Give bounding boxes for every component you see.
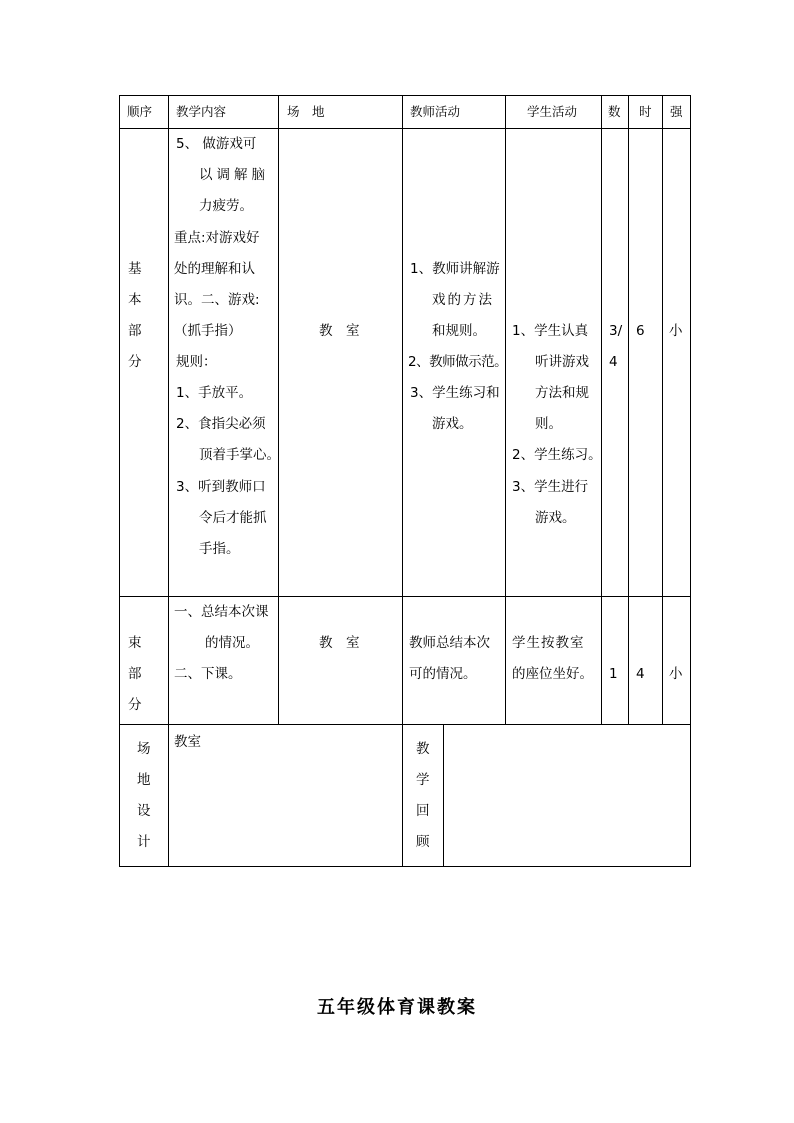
- section-label-char: 部: [128, 666, 142, 682]
- header-time: 时: [639, 104, 652, 119]
- content-line: 3、听到教师口: [176, 479, 266, 495]
- review-label-char: 教: [416, 741, 430, 757]
- student-activity-line: 则。: [535, 416, 562, 432]
- content-line: 5、 做游戏可: [176, 136, 257, 152]
- content-line: （抓手指）: [174, 323, 242, 339]
- student-activity-line: 听讲游戏: [535, 354, 589, 370]
- content-line: 令后才能抓: [199, 510, 267, 526]
- student-activity-line: 2、学生练习。: [512, 447, 602, 463]
- review-label-char: 学: [416, 772, 430, 788]
- student-activity-line: 游戏。: [535, 510, 576, 526]
- review-label-char: 回: [416, 803, 430, 819]
- teacher-activity-line: 游戏。: [432, 416, 473, 432]
- table-divider: [662, 95, 663, 725]
- table-divider: [402, 95, 403, 867]
- content-line: 2、食指尖必须: [176, 416, 266, 432]
- student-activity-line: 的座位坐好。: [512, 666, 593, 682]
- design-content: 教室: [174, 734, 201, 750]
- table-border: [119, 95, 120, 867]
- table-border: [119, 95, 691, 96]
- teacher-activity-line: 3、学生练习和: [410, 385, 500, 401]
- time-cell: 4: [636, 666, 645, 682]
- header-venue: 场 地: [287, 104, 325, 119]
- count-cell: 3/: [609, 323, 623, 339]
- header-content: 教学内容: [176, 104, 227, 119]
- teacher-activity-line: 和规则。: [432, 323, 486, 339]
- header-teacher: 教师活动: [410, 104, 461, 119]
- content-line: 的情况。: [205, 635, 259, 651]
- teacher-activity-line: 1、教师讲解游: [410, 261, 500, 277]
- table-divider: [168, 95, 169, 867]
- time-cell: 6: [636, 323, 645, 339]
- teacher-activity-line: 教师总结本次: [409, 635, 490, 651]
- student-activity-line: 1、学生认真: [512, 323, 589, 339]
- section-label-char: 基: [128, 261, 142, 277]
- venue-cell: 教 室: [319, 323, 360, 339]
- content-line: 二、下课。: [174, 666, 242, 682]
- section-label-char: 分: [128, 354, 142, 370]
- content-line: 以调解脑: [199, 167, 269, 183]
- teacher-activity-line: 可的情况。: [409, 666, 477, 682]
- table-divider: [601, 95, 602, 725]
- review-label-char: 顾: [416, 834, 430, 850]
- intensity-cell: 小: [669, 666, 683, 682]
- content-line: 力疲劳。: [199, 198, 253, 214]
- intensity-cell: 小: [669, 323, 683, 339]
- table-divider: [505, 95, 506, 725]
- teacher-activity-line: 戏的方法: [432, 292, 494, 308]
- header-count: 数: [608, 104, 621, 119]
- content-line: 顶着手掌心。: [199, 447, 280, 463]
- student-activity-line: 学生按教室: [512, 635, 585, 651]
- header-student: 学生活动: [527, 104, 578, 119]
- table-border: [119, 866, 691, 867]
- teacher-activity-line: 2、教师做示范。: [408, 354, 508, 370]
- table-divider: [278, 95, 279, 725]
- table-divider: [443, 724, 444, 867]
- table-divider: [119, 724, 691, 725]
- content-line: 1、手放平。: [176, 385, 253, 401]
- design-label-char: 设: [137, 803, 151, 819]
- content-line: 一、总结本次课: [174, 604, 269, 620]
- content-line: 识。二、游戏:: [174, 292, 260, 308]
- design-label-char: 地: [137, 772, 151, 788]
- section-label-char: 束: [128, 635, 142, 651]
- count-cell: 4: [609, 354, 618, 370]
- design-label-char: 计: [137, 834, 151, 850]
- content-line: 手指。: [199, 541, 240, 557]
- table-border: [690, 95, 691, 867]
- student-activity-line: 3、学生进行: [512, 479, 589, 495]
- section-label-char: 本: [128, 292, 142, 308]
- venue-cell: 教 室: [319, 635, 360, 651]
- page-title: 五年级体育课教案: [317, 997, 477, 1018]
- count-cell: 1: [609, 666, 618, 682]
- content-line: 处的理解和认: [174, 261, 255, 277]
- section-label-char: 分: [128, 697, 142, 713]
- design-label-char: 场: [137, 741, 151, 757]
- table-divider: [628, 95, 629, 725]
- section-label-char: 部: [128, 323, 142, 339]
- content-line: 规则：: [176, 354, 217, 370]
- header-order: 顺序: [127, 104, 153, 119]
- header-intensity: 强: [670, 104, 683, 119]
- student-activity-line: 方法和规: [535, 385, 589, 401]
- content-line: 重点:对游戏好: [174, 230, 260, 246]
